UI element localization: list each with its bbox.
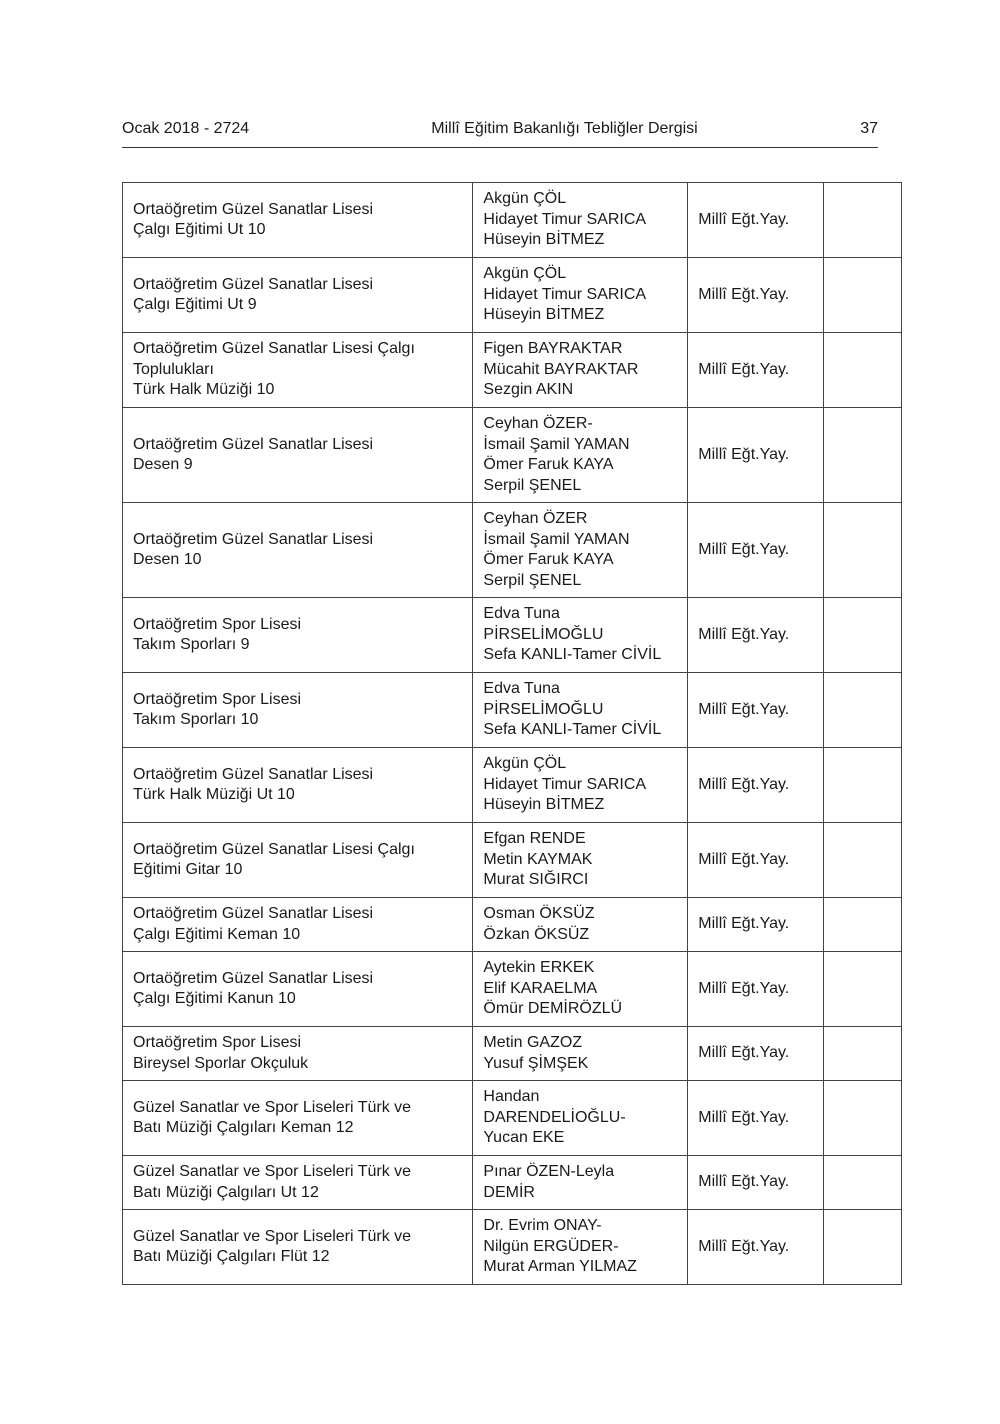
book-title-line: Güzel Sanatlar ve Spor Liseleri Türk ve [133,1098,412,1116]
empty-cell [824,1156,902,1210]
book-title-cell [123,748,473,823]
book-title-line: Ortaöğretim Güzel Sanatlar Lisesi Çalgı [133,340,415,358]
book-title-cell [123,1210,473,1285]
book-title-cell [123,183,473,258]
book-title-cell [123,1027,473,1081]
authors-cell [473,258,688,333]
authors-cell [473,1027,688,1081]
book-title-line: Ortaöğretim Güzel Sanatlar Lisesi [133,200,374,218]
author-name: PİRSELİMOĞLU [483,700,604,718]
publisher-cell: Millî Eğt.Yay. [688,1156,824,1210]
publisher-cell: Millî Eğt.Yay. [688,333,824,408]
authors-cell [473,952,688,1027]
table-row [123,598,902,673]
author-name: Efgan RENDE [483,830,586,848]
empty-cell [824,503,902,598]
book-title-cell [123,258,473,333]
table-row [123,258,902,333]
author-name: Figen BAYRAKTAR [483,340,623,358]
publisher-cell: Millî Eğt.Yay. [688,408,824,503]
authors-cell [473,898,688,952]
author-name: Hüseyin BİTMEZ [483,231,605,249]
page-header [122,119,878,148]
publications-table [122,182,902,1285]
author-name: Hüseyin BİTMEZ [483,796,605,814]
book-title-line: Çalgı Eğitimi Kanun 10 [133,990,296,1007]
book-title-line: Desen 10 [133,551,202,568]
author-name: Murat SIĞIRCI [483,871,589,889]
book-title-line: Ortaöğretim Güzel Sanatlar Lisesi [133,275,374,293]
book-title-cell [123,503,473,598]
author-name: Osman ÖKSÜZ [483,905,595,922]
author-name: Hüseyin BİTMEZ [483,306,605,324]
author-name: Edva Tuna [483,680,560,698]
publisher-cell: Millî Eğt.Yay. [688,1210,824,1285]
authors-cell [473,1081,688,1156]
book-title-cell [123,598,473,673]
author-name: Ceyhan ÖZER- [483,415,593,432]
table-row [123,673,902,748]
author-name: Ömer Faruk KAYA [483,456,614,473]
author-name: Hidayet Timur SARICA [483,285,647,303]
author-name: Sezgin AKIN [483,381,574,399]
author-name: Serpil ŞENEL [483,571,582,589]
author-name: Dr. Evrim ONAY- [483,1217,602,1235]
publisher-cell: Millî Eğt.Yay. [688,673,824,748]
table-row [123,183,902,258]
book-title-line: Güzel Sanatlar ve Spor Liseleri Türk ve [133,1227,412,1245]
book-title-line: Bireysel Sporlar Okçuluk [133,1054,309,1072]
book-title-line: Ortaöğretim Güzel Sanatlar Lisesi [133,969,374,987]
publisher-cell: Millî Eğt.Yay. [688,898,824,952]
table-row [123,823,902,898]
book-title-line: Ortaöğretim Güzel Sanatlar Lisesi [133,905,374,922]
table-row [123,1156,902,1210]
empty-cell [824,258,902,333]
authors-cell [473,333,688,408]
authors-cell [473,1210,688,1285]
author-name: Sefa KANLI-Tamer CİVİL [483,646,662,664]
journal-title: Millî Eğitim Bakanlığı Tebliğler Dergisi [431,120,698,137]
empty-cell [824,333,902,408]
publisher-cell: Millî Eğt.Yay. [688,823,824,898]
empty-cell [824,598,902,673]
author-name: Akgün ÇÖL [483,190,567,208]
empty-cell [824,408,902,503]
book-title-line: Çalgı Eğitimi Ut 10 [133,221,266,238]
table-row [123,503,902,598]
book-title-line: Ortaöğretim Spor Lisesi [133,690,302,708]
publisher-cell: Millî Eğt.Yay. [688,748,824,823]
book-title-line: Batı Müziği Çalgıları Keman 12 [133,1119,354,1136]
book-title-line: Çalgı Eğitimi Keman 10 [133,925,301,943]
publications-table-body [123,183,902,1285]
table-row [123,1081,902,1156]
publisher-cell: Millî Eğt.Yay. [688,1081,824,1156]
book-title-line: Güzel Sanatlar ve Spor Liseleri Türk ve [133,1163,412,1180]
book-title-cell [123,898,473,952]
empty-cell [824,1081,902,1156]
author-name: Ceyhan ÖZER [483,510,588,527]
author-name: DEMİR [483,1183,535,1201]
book-title-line: Türk Halk Müziği Ut 10 [133,786,295,803]
table-row [123,1210,902,1285]
author-name: Edva Tuna [483,605,560,623]
author-name: Murat Arman YILMAZ [483,1258,637,1276]
issue-date: Ocak 2018 - 2724 [122,120,250,137]
book-title-line: Ortaöğretim Güzel Sanatlar Lisesi [133,530,374,548]
empty-cell [824,898,902,952]
publisher-cell: Millî Eğt.Yay. [688,183,824,258]
author-name: Nilgün ERGÜDER- [483,1237,619,1255]
book-title-line: Ortaöğretim Güzel Sanatlar Lisesi [133,765,374,783]
book-title-cell [123,823,473,898]
empty-cell [824,183,902,258]
author-name: Hidayet Timur SARICA [483,210,647,228]
authors-cell [473,1156,688,1210]
book-title-line: Türk Halk Müziği 10 [133,381,275,399]
authors-cell [473,748,688,823]
book-title-line: Ortaöğretim Spor Lisesi [133,1034,302,1051]
author-name: Elif KARAELMA [483,979,598,997]
table-row [123,408,902,503]
author-name: Hidayet Timur SARICA [483,775,647,793]
book-title-cell [123,408,473,503]
author-name: Metin KAYMAK [483,850,593,868]
book-title-cell [123,1156,473,1210]
author-name: Akgün ÇÖL [483,755,567,773]
table-row [123,748,902,823]
author-name: Ömer Faruk KAYA [483,551,614,568]
authors-cell [473,408,688,503]
page-number: 37 [860,120,878,137]
author-name: Ömür DEMİRÖZLÜ [483,1000,623,1018]
authors-cell [473,503,688,598]
author-name: Mücahit BAYRAKTAR [483,360,639,378]
book-title-cell [123,673,473,748]
book-title-line: Batı Müziği Çalgıları Ut 12 [133,1183,319,1201]
author-name: Sefa KANLI-Tamer CİVİL [483,721,662,739]
author-name: Yucan EKE [483,1129,565,1147]
empty-cell [824,1210,902,1285]
empty-cell [824,673,902,748]
book-title-line: Takım Sporları 9 [133,636,250,653]
author-name: Aytekin ERKEK [483,959,595,977]
table-row [123,898,902,952]
authors-cell [473,183,688,258]
author-name: Özkan ÖKSÜZ [483,925,590,943]
author-name: Serpil ŞENEL [483,476,582,494]
publisher-cell: Millî Eğt.Yay. [688,503,824,598]
book-title-line: Desen 9 [133,456,193,473]
author-name: Yusuf ŞİMŞEK [483,1054,589,1072]
book-title-cell [123,1081,473,1156]
publisher-cell: Millî Eğt.Yay. [688,598,824,673]
empty-cell [824,748,902,823]
author-name: İsmail Şamil YAMAN [483,530,630,548]
author-name: DARENDELİOĞLU- [483,1108,626,1126]
book-title-line: Eğitimi Gitar 10 [133,861,243,878]
table-row [123,333,902,408]
authors-cell [473,598,688,673]
authors-cell [473,673,688,748]
book-title-line: Batı Müziği Çalgıları Flüt 12 [133,1248,330,1265]
book-title-line: Ortaöğretim Güzel Sanatlar Lisesi Çalgı [133,840,415,858]
publisher-cell: Millî Eğt.Yay. [688,258,824,333]
book-title-line: Takım Sporları 10 [133,711,259,728]
empty-cell [824,823,902,898]
empty-cell [824,952,902,1027]
book-title-cell [123,333,473,408]
book-title-line: Ortaöğretim Spor Lisesi [133,615,302,633]
book-title-cell [123,952,473,1027]
book-title-line: Çalgı Eğitimi Ut 9 [133,296,257,313]
book-title-line: Toplulukları [133,360,214,378]
publisher-cell: Millî Eğt.Yay. [688,952,824,1027]
book-title-line: Ortaöğretim Güzel Sanatlar Lisesi [133,435,374,453]
publisher-cell: Millî Eğt.Yay. [688,1027,824,1081]
table-row [123,952,902,1027]
author-name: Metin GAZOZ [483,1034,583,1051]
author-name: Pınar ÖZEN-Leyla [483,1163,615,1180]
authors-cell [473,823,688,898]
author-name: PİRSELİMOĞLU [483,625,604,643]
author-name: İsmail Şamil YAMAN [483,435,630,453]
author-name: Handan [483,1088,540,1106]
table-row [123,1027,902,1081]
empty-cell [824,1027,902,1081]
author-name: Akgün ÇÖL [483,265,567,283]
